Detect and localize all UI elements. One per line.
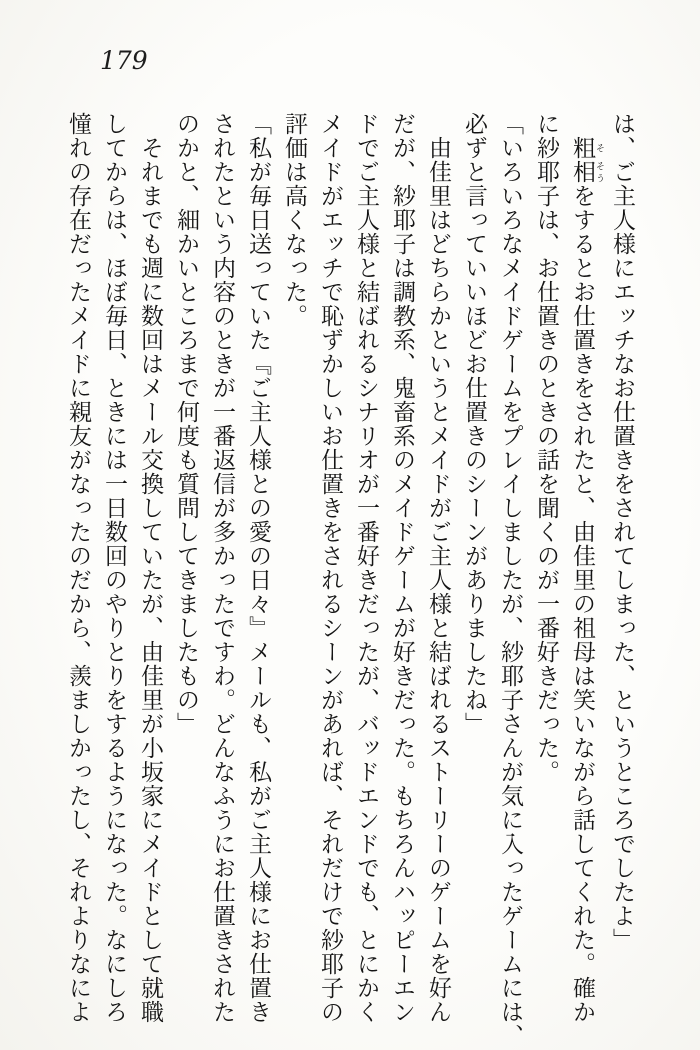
- text-line: 必ずと言っていいほどお仕置きのシーンがありましたね」: [461, 112, 487, 736]
- ruby-annotated-word: 粗 そ: [569, 136, 604, 160]
- text-line: 「私が毎日送っていた『ご主人様との愛の日々』メールも、私がご主人様にお仕置き: [245, 112, 271, 1024]
- text-line: 憧れの存在だったメイドに親友がなったのだから、羨ましかったし、それよりなによ: [65, 112, 91, 1024]
- text-line: は、ご主人様にエッチなお仕置きをされてしまった、というところでしたよ」: [609, 112, 635, 952]
- text-line: 由佳里はどちらかというとメイドがご主人様と結ばれるストーリーのゲームを好ん: [425, 136, 451, 1024]
- text-line: されたという内容のときが一番返信が多かったですわ。どんなふうにお仕置きされた: [209, 112, 235, 1024]
- text-line: してからは、ほぼ毎日、ときには一日数回のやりとりをするようになった。なにしろ: [101, 112, 127, 1024]
- text-line: に紗耶子は、お仕置きのときの話を聞くのが一番好きだった。: [533, 112, 559, 784]
- text-line: ドでご主人様と結ばれるシナリオが一番好きだったが、バッドエンドでも、とにかく: [353, 112, 379, 1024]
- text-line: 粗 そ相 そうをするとお仕置きをされたと、由佳里の祖母は笑いながら話してくれた。確か: [569, 136, 604, 1024]
- page-number: 179: [100, 46, 148, 75]
- text-line: のかと、細かいところまで何度も質問してきましたもの」: [173, 112, 199, 736]
- text-line: それまでも週に数回はメール交換していたが、由佳里が小坂家にメイドとして就職: [137, 136, 163, 1024]
- text-line: だが、紗耶子は調教系、鬼畜系のメイドゲームが好きだった。もちろんハッピーエン: [389, 112, 415, 1024]
- ruby-annotated-word: 相 そう: [569, 160, 604, 184]
- text-line: 「いろいろなメイドゲームをプレイしましたが、紗耶子さんが気に入ったゲームには、: [497, 112, 523, 1048]
- text-line: メイドがエッチで恥ずかしいお仕置きをされるシーンがあれば、それだけで紗耶子の: [317, 112, 343, 1024]
- text-line: 評価は高くなった。: [281, 112, 307, 328]
- text-block: [60, 112, 640, 1048]
